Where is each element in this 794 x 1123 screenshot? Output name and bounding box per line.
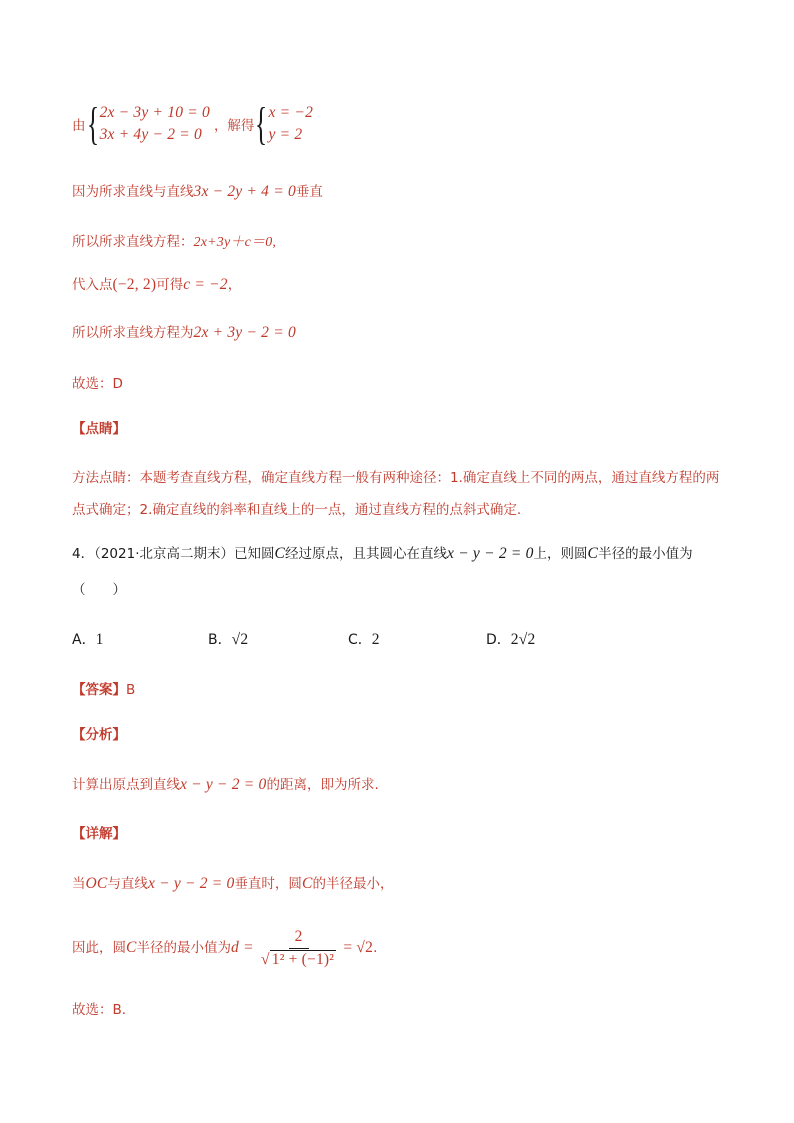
var: C [274, 545, 286, 562]
var: C [587, 545, 599, 562]
equation-1: 2x − 3y + 10 = 0 [99, 104, 210, 121]
var: OC [85, 875, 108, 892]
text: 半径的最小值为 [136, 940, 232, 956]
text: 经过原点，且其圆心在直线 [285, 546, 448, 562]
equation: 2x + 3y − 2 = 0 [193, 324, 296, 341]
fraction [261, 928, 336, 969]
text: 可得 [156, 277, 184, 293]
equation-system [72, 98, 314, 149]
question-4 [72, 544, 693, 564]
solution-equations [269, 102, 314, 146]
text: 当 [72, 876, 86, 892]
text: 半径的最小值为 [598, 546, 693, 562]
equation: x − y − 2 = 0 [147, 875, 235, 892]
text: 垂直 [295, 184, 323, 200]
text: 已知圆 [234, 546, 275, 562]
question-paren: （ ） [72, 582, 126, 598]
detail-line-1 [72, 874, 393, 894]
equation: c = −2 [183, 276, 228, 293]
perpendicular-line [72, 182, 323, 202]
result-line [72, 323, 296, 343]
method-note: 方法点睛：本题考查直线方程，确定直线方程一般有两种途径：1.确定直线上不同的两点，通过直线方程的两点式确定；2.确定直线的斜率和直线上的一点，通过直线方程的点斜式确定. [72, 470, 720, 518]
text: ， [227, 277, 242, 293]
lhs: d = [231, 939, 254, 956]
equation: 3x − 2y + 4 = 0 [193, 183, 296, 200]
answer-label: 【答案】 [72, 682, 126, 698]
choice-label: B． [208, 632, 232, 648]
text: 垂直时，圆 [234, 876, 302, 892]
choice-a[interactable] [72, 630, 104, 650]
point: (−2, 2) [112, 276, 157, 293]
equation-2: 3x + 4y − 2 = 0 [99, 126, 202, 143]
substitute-point [72, 275, 241, 295]
equation: x − y − 2 = 0 [447, 545, 534, 562]
choose-d: 故选：D [72, 376, 123, 392]
text: 上，则圆 [533, 546, 588, 562]
var: C [126, 939, 137, 956]
text: 因为所求直线与直线 [72, 184, 194, 200]
choice-b[interactable] [208, 630, 248, 650]
choice-value: 2√2 [510, 631, 536, 648]
dianjing-heading: 【点睛】 [72, 421, 126, 437]
equation: 2x+3y＋c＝0, [193, 235, 277, 250]
text: 因此，圆 [72, 940, 126, 956]
question-source: （2021·北京高二期末） [94, 546, 234, 562]
choice-value: 2 [371, 631, 380, 648]
choice-d[interactable] [486, 630, 535, 650]
detail-line-2 [72, 926, 377, 970]
sqrt-content: 1² + (−1)² [271, 950, 335, 968]
answer [72, 680, 135, 700]
system-equations [100, 102, 210, 146]
solution-1: x = −2 [268, 104, 314, 121]
equation: x − y − 2 = 0 [180, 776, 267, 793]
rhs: = √2 [343, 939, 374, 956]
text: 的距离，即为所求. [266, 777, 379, 793]
answer-value: B [126, 682, 136, 698]
choice-label: C． [348, 632, 372, 648]
choice-label: A． [72, 632, 96, 648]
choice-c[interactable] [348, 630, 380, 650]
left-brace-solution: { [255, 98, 268, 149]
text-prefix: 由 [72, 118, 86, 134]
solution-2: y = 2 [268, 126, 303, 143]
analysis-heading: 【分析】 [72, 727, 126, 743]
line-equation-form [72, 232, 276, 253]
text-solve: ，解得 [213, 118, 255, 134]
text: 与直线 [107, 876, 148, 892]
choice-value: √2 [231, 631, 249, 648]
fraction-denominator: √ 1² + (−1)² [261, 950, 335, 968]
text: . [373, 940, 378, 956]
text: 的半径最小， [312, 876, 394, 892]
text: 计算出原点到直线 [72, 777, 180, 793]
fraction-numerator: 2 [289, 928, 309, 949]
var: C [301, 875, 313, 892]
left-brace: { [86, 98, 99, 149]
choice-value: 1 [95, 631, 104, 648]
question-number: 4． [72, 546, 95, 562]
choice-label: D． [486, 632, 511, 648]
detail-heading: 【详解】 [72, 826, 126, 842]
final-answer: 故选：B. [72, 1002, 127, 1018]
text: 所以所求直线方程为 [72, 325, 194, 341]
text: 代入点 [72, 277, 113, 293]
analysis-body [72, 775, 379, 795]
text: 所以所求直线方程： [72, 234, 194, 250]
